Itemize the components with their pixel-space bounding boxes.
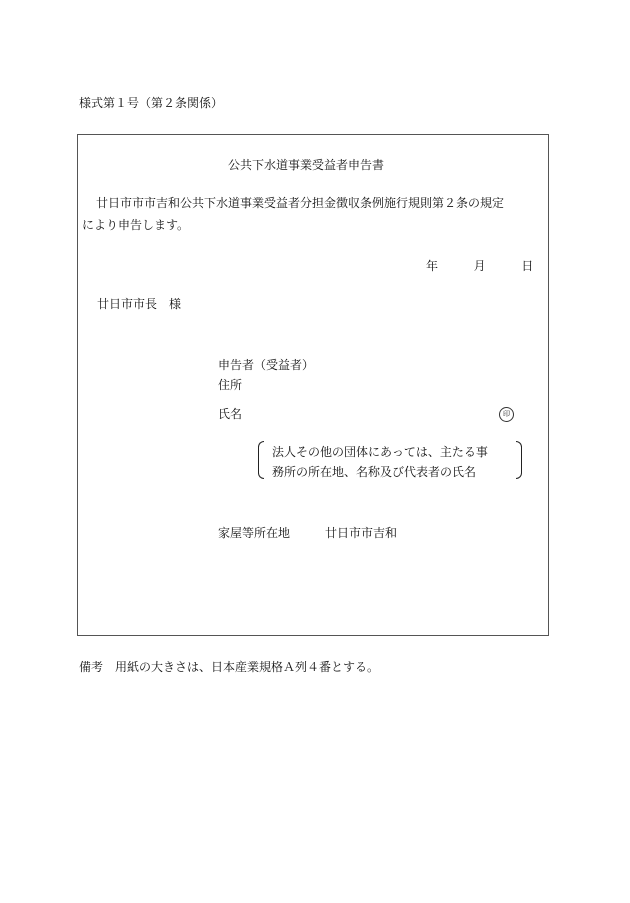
addressee: 廿日市市長 様 <box>97 297 182 311</box>
body-text-line-1: 廿日市市市吉和公共下水道事業受益者分担金徴収条例施行規則第２条の規定 <box>96 196 505 210</box>
corporate-note-line-2: 務所の所在地、名称及び代表者の氏名 <box>272 465 477 479</box>
bracket-left-icon <box>258 441 264 479</box>
date-line <box>426 260 533 272</box>
body-text-line-2: により申告します。 <box>82 218 190 232</box>
declarant-label: 申告者（受益者） <box>218 358 315 372</box>
property-location-value: 廿日市市吉和 <box>325 526 398 540</box>
date-month-label: 月 <box>473 259 486 273</box>
corporate-note-line-1: 法人その他の団体にあっては、主たる事 <box>272 445 488 459</box>
address-label: 住所 <box>218 378 243 392</box>
form-number-label: 様式第１号（第２条関係） <box>79 96 224 110</box>
name-label: 氏名 <box>218 407 243 421</box>
declaration-form <box>77 134 549 636</box>
property-location-label: 家屋等所在地 <box>218 526 291 540</box>
bracket-right-icon <box>516 441 522 479</box>
date-year-label: 年 <box>426 259 439 273</box>
date-day-label: 日 <box>521 259 534 273</box>
document-title: 公共下水道事業受益者申告書 <box>228 158 385 172</box>
seal-icon: 印 <box>499 407 514 422</box>
remarks-note: 備考 用紙の大きさは、日本産業規格Ａ列４番とする。 <box>79 660 380 674</box>
